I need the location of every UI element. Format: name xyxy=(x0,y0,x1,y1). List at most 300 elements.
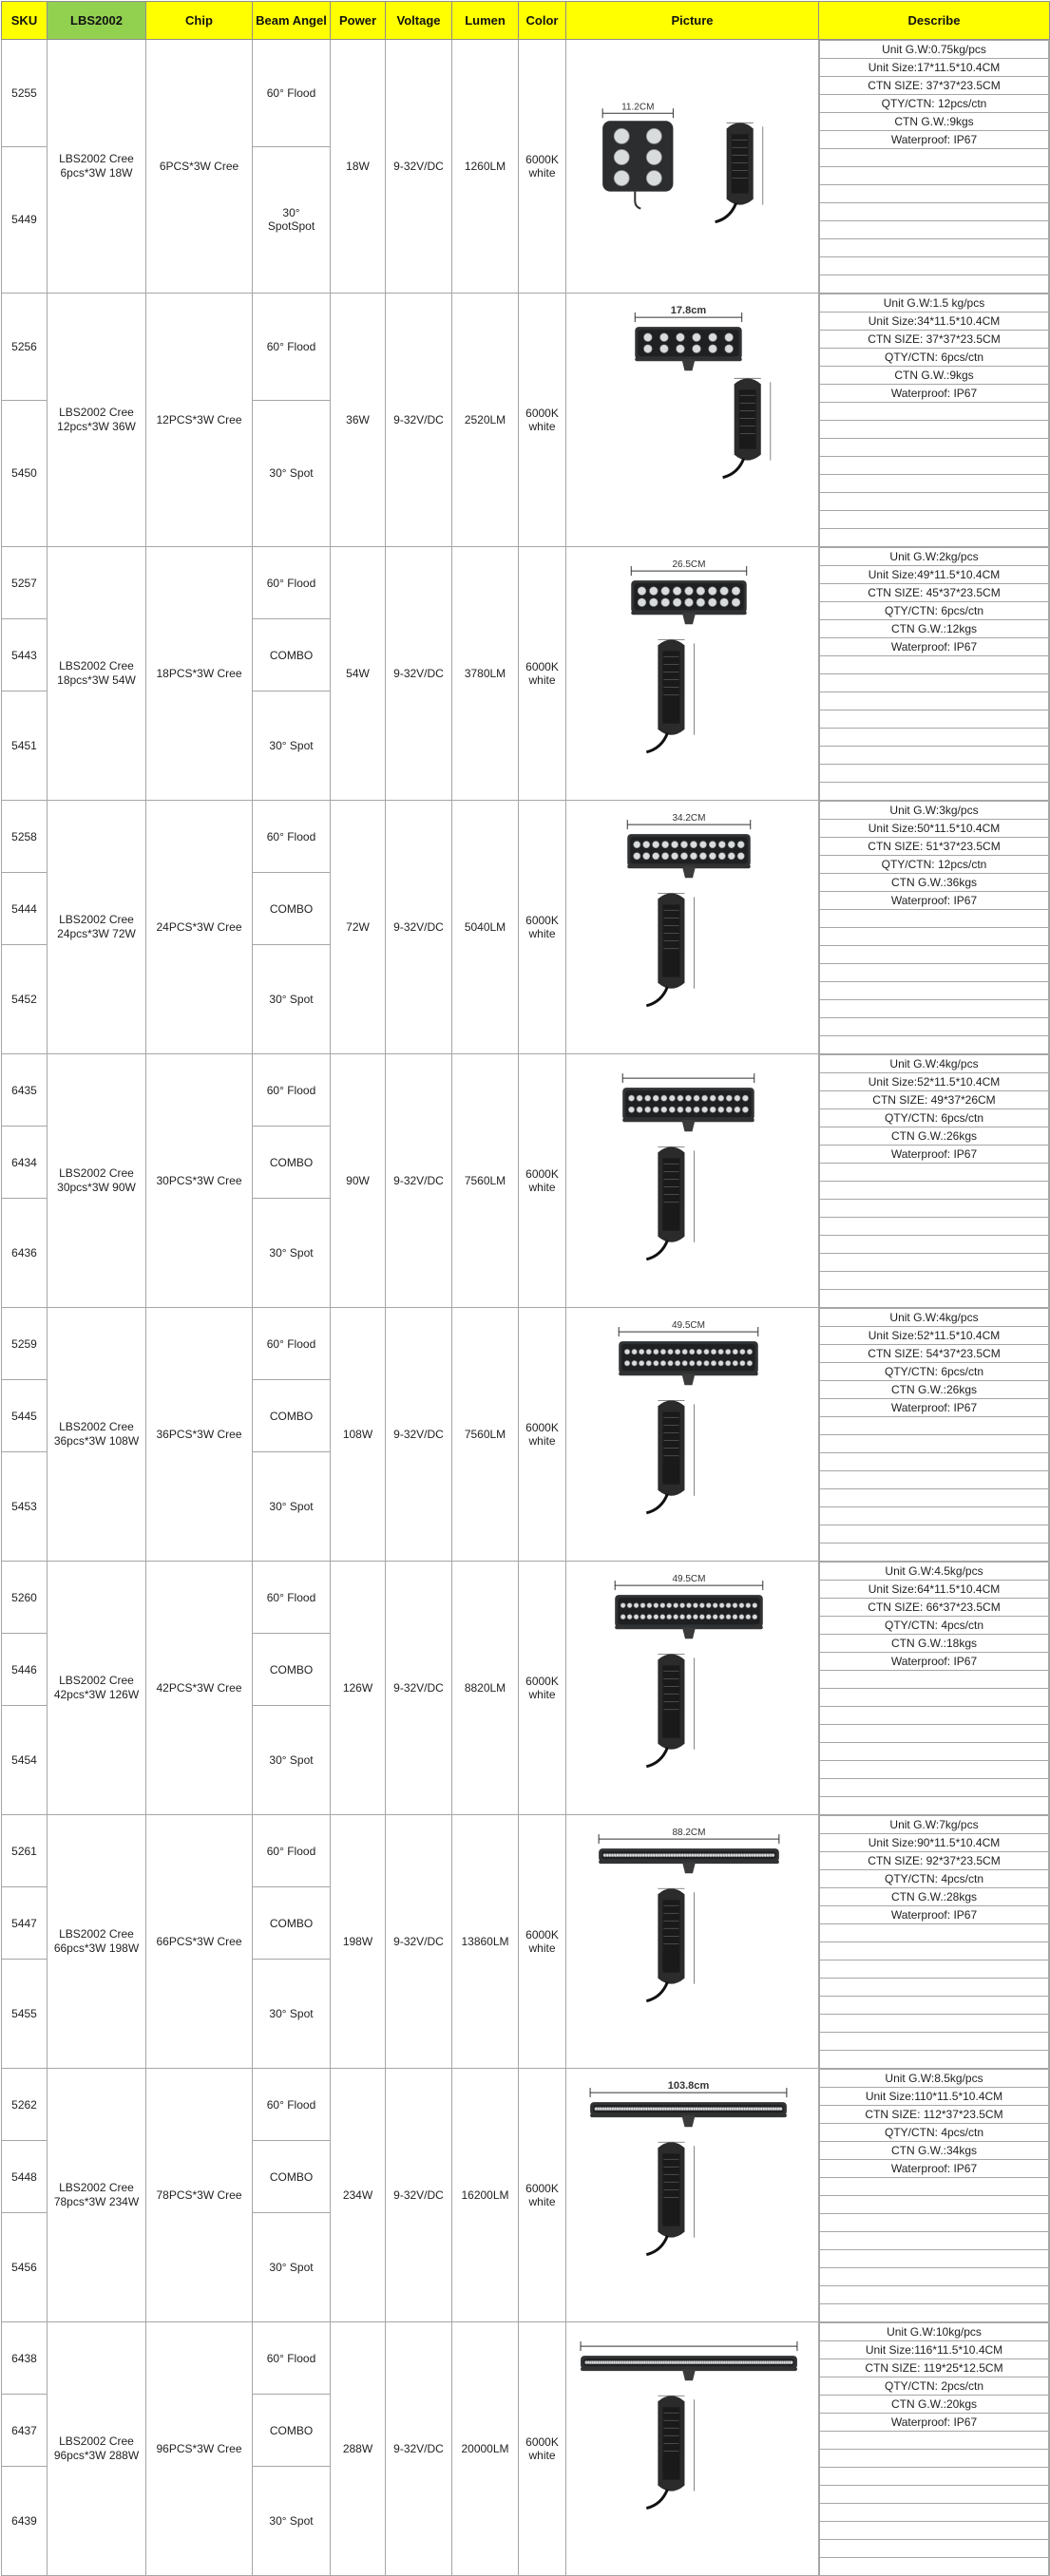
describe-line: Unit G.W:2kg/pcs xyxy=(820,548,1049,566)
describe-row xyxy=(820,257,1049,275)
led-icon xyxy=(645,1095,651,1101)
describe-row xyxy=(820,856,1049,874)
describe-row xyxy=(820,620,1049,638)
led-icon xyxy=(647,1614,652,1619)
describe-row xyxy=(820,964,1049,982)
beam-cell xyxy=(253,873,331,945)
describe-row xyxy=(820,41,1049,59)
led-icon xyxy=(686,1614,691,1619)
led-icon xyxy=(643,344,652,352)
product-photo xyxy=(566,45,818,289)
voltage-cell: 9-32V/DC xyxy=(386,1815,452,2069)
describe-row xyxy=(820,2106,1049,2124)
describe-line: Unit Size:90*11.5*10.4CM xyxy=(820,1834,1049,1852)
led-icon xyxy=(740,1360,745,1365)
beam-cell xyxy=(253,801,331,873)
led-icon xyxy=(614,149,629,164)
sku-cell: 5456 xyxy=(2,2213,48,2322)
model-cell xyxy=(48,1562,146,1815)
text-line: 36pcs*3W 108W xyxy=(53,1434,140,1448)
describe-row xyxy=(820,566,1049,584)
text-line: 6000K xyxy=(525,2182,559,2195)
describe-line: CTN G.W.:18kgs xyxy=(820,1635,1049,1653)
describe-row xyxy=(820,1146,1049,1164)
sku-cell: 6439 xyxy=(2,2467,48,2576)
describe-row xyxy=(820,1707,1049,1725)
sku-cell: 5448 xyxy=(2,2141,48,2213)
describe-row xyxy=(820,1779,1049,1797)
power-cell: 126W xyxy=(331,1562,386,1815)
table-row xyxy=(2,547,1050,619)
led-icon xyxy=(646,170,661,185)
describe-row xyxy=(820,1653,1049,1671)
describe-row xyxy=(820,1942,1049,1960)
describe-row xyxy=(820,2414,1049,2432)
describe-row xyxy=(820,2540,1049,2558)
text-line: 30° Spot xyxy=(269,466,314,481)
led-icon xyxy=(660,1602,665,1607)
describe-row xyxy=(820,1164,1049,1182)
beam-cell xyxy=(253,2467,331,2576)
describe-row xyxy=(820,1218,1049,1236)
text-line: LBS2002 Cree xyxy=(59,659,134,672)
text-line: LBS2002 Cree xyxy=(59,1420,134,1433)
sku-cell: 5445 xyxy=(2,1380,48,1452)
describe-row xyxy=(820,2504,1049,2522)
color-cell xyxy=(519,1815,566,2069)
describe-cell xyxy=(819,294,1050,547)
led-icon xyxy=(668,1349,673,1354)
led-icon xyxy=(753,1614,757,1619)
led-icon xyxy=(693,344,701,352)
describe-line: Unit G.W:4kg/pcs xyxy=(820,1055,1049,1073)
led-icon xyxy=(699,841,706,847)
led-icon xyxy=(653,852,659,859)
describe-line: Unit Size:34*11.5*10.4CM xyxy=(820,313,1049,331)
led-icon xyxy=(690,1349,695,1354)
led-icon xyxy=(669,1095,675,1101)
led-icon xyxy=(640,1602,645,1607)
describe-row xyxy=(820,59,1049,77)
describe-row xyxy=(820,548,1049,566)
led-icon xyxy=(646,128,661,143)
text-line: white xyxy=(528,166,556,180)
led-icon xyxy=(735,1107,740,1112)
color-cell xyxy=(519,1308,566,1562)
describe-row xyxy=(820,2088,1049,2106)
led-icon xyxy=(735,1095,740,1101)
describe-line xyxy=(820,1924,1049,1942)
describe-row xyxy=(820,2558,1049,2576)
describe-row xyxy=(820,982,1049,1000)
led-icon xyxy=(680,852,687,859)
describe-line: CTN SIZE: 54*37*23.5CM xyxy=(820,1345,1049,1363)
color-cell xyxy=(519,1054,566,1308)
text-line: 18pcs*3W 54W xyxy=(57,673,136,687)
picture-cell xyxy=(566,40,819,294)
led-icon xyxy=(713,1602,717,1607)
text-line: 6000K xyxy=(525,914,559,927)
header-lumen: Lumen xyxy=(452,2,519,40)
sku-cell: 6434 xyxy=(2,1127,48,1199)
text-line: 30° Spot xyxy=(269,993,314,1007)
text-line: LBS2002 Cree xyxy=(59,2434,134,2448)
led-icon xyxy=(737,841,744,847)
picture-cell xyxy=(566,1815,819,2069)
led-icon xyxy=(725,1360,730,1365)
describe-line: QTY/CTN: 4pcs/ctn xyxy=(820,2124,1049,2142)
chip-cell: 30PCS*3W Cree xyxy=(146,1054,253,1308)
led-icon xyxy=(779,2107,782,2110)
text-line: 60° Flood xyxy=(266,1083,316,1097)
describe-line xyxy=(820,1707,1049,1725)
describe-row xyxy=(820,1960,1049,1979)
sku-cell: 5449 xyxy=(2,146,48,293)
text-line: white xyxy=(528,673,556,687)
describe-line: CTN SIZE: 37*37*23.5CM xyxy=(820,77,1049,95)
describe-line: Unit Size:52*11.5*10.4CM xyxy=(820,1073,1049,1091)
describe-line xyxy=(820,149,1049,167)
chip-cell: 24PCS*3W Cree xyxy=(146,801,253,1054)
led-icon xyxy=(790,2360,792,2363)
describe-row xyxy=(820,1236,1049,1254)
describe-line: Unit Size:116*11.5*10.4CM xyxy=(820,2341,1049,2359)
describe-line xyxy=(820,2304,1049,2322)
describe-row xyxy=(820,747,1049,765)
led-icon xyxy=(699,852,706,859)
describe-line xyxy=(820,1942,1049,1960)
led-icon xyxy=(718,1349,723,1354)
sku-cell: 6435 xyxy=(2,1054,48,1127)
power-cell: 108W xyxy=(331,1308,386,1562)
light-bar-body xyxy=(602,121,673,191)
describe-line xyxy=(820,457,1049,475)
table-row xyxy=(2,1815,1050,1887)
describe-row xyxy=(820,674,1049,692)
text-line: COMBO xyxy=(269,1155,314,1169)
led-icon xyxy=(694,1107,699,1112)
describe-row xyxy=(820,1091,1049,1109)
voltage-cell: 9-32V/DC xyxy=(386,2069,452,2322)
describe-line xyxy=(820,910,1049,928)
dimension-label: 49.5CM xyxy=(672,1573,706,1584)
led-icon xyxy=(747,1349,752,1354)
describe-line xyxy=(820,2432,1049,2450)
describe-line xyxy=(820,421,1049,439)
describe-line xyxy=(820,1797,1049,1815)
led-icon xyxy=(719,1614,724,1619)
picture-cell xyxy=(566,1308,819,1562)
describe-line xyxy=(820,2033,1049,2051)
describe-row xyxy=(820,692,1049,710)
describe-line: Unit G.W:1.5 kg/pcs xyxy=(820,294,1049,313)
describe-line xyxy=(820,1200,1049,1218)
led-icon xyxy=(675,1360,679,1365)
describe-row xyxy=(820,1525,1049,1544)
text-line: 78pcs*3W 234W xyxy=(53,2195,140,2208)
describe-row xyxy=(820,1109,1049,1127)
text-line: 6000K xyxy=(525,1928,559,1941)
led-icon xyxy=(634,852,640,859)
sku-cell: 5447 xyxy=(2,1887,48,1960)
led-icon xyxy=(634,1602,639,1607)
describe-row xyxy=(820,1254,1049,1272)
describe-line xyxy=(820,1272,1049,1290)
text-line: LBS2002 Cree xyxy=(59,406,134,419)
led-icon xyxy=(739,1602,744,1607)
text-line: COMBO xyxy=(269,901,314,916)
describe-line: CTN SIZE: 45*37*23.5CM xyxy=(820,584,1049,602)
dimension-label: 103.8cm xyxy=(667,2079,710,2092)
describe-row xyxy=(820,457,1049,475)
sku-cell: 5256 xyxy=(2,294,48,401)
led-icon xyxy=(678,1095,683,1101)
led-icon xyxy=(640,1614,645,1619)
color-cell xyxy=(519,294,566,547)
picture-cell xyxy=(566,1054,819,1308)
led-icon xyxy=(661,1095,667,1101)
describe-line xyxy=(820,2250,1049,2268)
color-cell xyxy=(519,2069,566,2322)
led-icon xyxy=(706,1614,711,1619)
describe-line xyxy=(820,692,1049,710)
led-icon xyxy=(685,1095,691,1101)
describe-line: QTY/CTN: 12pcs/ctn xyxy=(820,856,1049,874)
describe-row xyxy=(820,77,1049,95)
led-icon xyxy=(742,1107,748,1112)
describe-line: QTY/CTN: 6pcs/ctn xyxy=(820,349,1049,367)
describe-row xyxy=(820,2468,1049,2486)
led-icon xyxy=(667,1614,672,1619)
describe-line: Unit Size:49*11.5*10.4CM xyxy=(820,566,1049,584)
header-chip: Chip xyxy=(146,2,253,40)
text-line: 6000K xyxy=(525,2435,559,2449)
describe-row xyxy=(820,2396,1049,2414)
describe-row xyxy=(820,1182,1049,1200)
product-photo xyxy=(566,1566,818,1810)
describe-row xyxy=(820,656,1049,674)
led-icon xyxy=(647,1602,652,1607)
describe-list xyxy=(819,1815,1049,2068)
header-picture: Picture xyxy=(566,2,819,40)
led-icon xyxy=(728,852,735,859)
sku-cell: 6438 xyxy=(2,2322,48,2395)
describe-line xyxy=(820,511,1049,529)
led-icon xyxy=(697,597,705,606)
beam-cell xyxy=(253,619,331,691)
picture-cell xyxy=(566,2069,819,2322)
describe-line: Unit G.W:0.75kg/pcs xyxy=(820,41,1049,59)
describe-row xyxy=(820,1617,1049,1635)
led-icon xyxy=(671,852,678,859)
power-cell: 54W xyxy=(331,547,386,801)
led-icon xyxy=(673,586,681,595)
describe-line xyxy=(820,275,1049,294)
beam-cell xyxy=(253,2322,331,2395)
led-icon xyxy=(661,586,670,595)
led-icon xyxy=(637,1095,642,1101)
led-icon xyxy=(677,332,685,341)
dimension-label: 17.8cm xyxy=(670,304,707,316)
text-line: 12pcs*3W 36W xyxy=(57,420,136,433)
led-icon xyxy=(682,1360,687,1365)
describe-line xyxy=(820,2468,1049,2486)
describe-line xyxy=(820,674,1049,692)
describe-line: CTN G.W.:20kgs xyxy=(820,2396,1049,2414)
chip-cell: 6PCS*3W Cree xyxy=(146,40,253,294)
describe-list xyxy=(819,1562,1049,1814)
header-row xyxy=(2,2,1050,40)
describe-list xyxy=(819,801,1049,1053)
led-icon xyxy=(653,1107,659,1112)
led-icon xyxy=(628,1095,634,1101)
describe-line xyxy=(820,2286,1049,2304)
describe-line xyxy=(820,710,1049,729)
chip-cell: 12PCS*3W Cree xyxy=(146,294,253,547)
led-icon xyxy=(646,149,661,164)
describe-row xyxy=(820,1055,1049,1073)
chip-cell: 42PCS*3W Cree xyxy=(146,1562,253,1815)
led-icon xyxy=(726,1095,732,1101)
describe-cell xyxy=(819,1054,1050,1308)
describe-row xyxy=(820,2070,1049,2088)
text-line: LBS2002 Cree xyxy=(59,1166,134,1180)
describe-line xyxy=(820,1489,1049,1507)
spec-table xyxy=(1,1,1050,2576)
describe-row xyxy=(820,294,1049,313)
describe-row xyxy=(820,1453,1049,1471)
describe-row xyxy=(820,1870,1049,1888)
sku-cell: 5454 xyxy=(2,1706,48,1815)
describe-row xyxy=(820,331,1049,349)
picture-cell xyxy=(566,294,819,547)
led-icon xyxy=(654,1360,659,1365)
describe-row xyxy=(820,2124,1049,2142)
led-icon xyxy=(753,1602,757,1607)
beam-cell xyxy=(253,1562,331,1634)
describe-row xyxy=(820,802,1049,820)
led-icon xyxy=(690,841,697,847)
describe-row xyxy=(820,1761,1049,1779)
led-icon xyxy=(704,1360,709,1365)
describe-row xyxy=(820,95,1049,113)
text-line: 30° xyxy=(282,206,300,220)
beam-cell xyxy=(253,1706,331,1815)
product-photo xyxy=(566,1313,818,1557)
text-line: 60° Flood xyxy=(266,576,316,590)
sku-cell: 5262 xyxy=(2,2069,48,2141)
describe-row xyxy=(820,892,1049,910)
describe-cell xyxy=(819,40,1050,294)
text-line: 6000K xyxy=(525,1167,559,1181)
text-line: white xyxy=(528,1434,556,1448)
text-line: 60° Flood xyxy=(266,1844,316,1858)
led-icon xyxy=(733,1360,737,1365)
describe-row xyxy=(820,1797,1049,1815)
led-icon xyxy=(747,1360,752,1365)
describe-line xyxy=(820,729,1049,747)
led-icon xyxy=(720,586,729,595)
describe-line xyxy=(820,964,1049,982)
describe-line xyxy=(820,1435,1049,1453)
describe-line: Waterproof: IP67 xyxy=(820,2414,1049,2432)
text-line: 30° Spot xyxy=(269,1753,314,1768)
led-icon xyxy=(699,1614,704,1619)
describe-line: QTY/CTN: 12pcs/ctn xyxy=(820,95,1049,113)
describe-line xyxy=(820,946,1049,964)
led-icon xyxy=(614,170,629,185)
led-icon xyxy=(718,1360,723,1365)
model-cell xyxy=(48,1815,146,2069)
text-line: 6pcs*3W 18W xyxy=(60,166,133,180)
led-icon xyxy=(686,1602,691,1607)
led-icon xyxy=(632,1360,637,1365)
describe-line xyxy=(820,257,1049,275)
led-icon xyxy=(628,1107,634,1112)
led-icon xyxy=(709,841,716,847)
describe-row xyxy=(820,1036,1049,1054)
describe-line xyxy=(820,185,1049,203)
describe-row xyxy=(820,910,1049,928)
describe-line xyxy=(820,1471,1049,1489)
describe-row xyxy=(820,529,1049,547)
beam-cell xyxy=(253,1887,331,1960)
beam-cell xyxy=(253,1308,331,1380)
beam-cell xyxy=(253,1960,331,2069)
describe-line xyxy=(820,529,1049,547)
led-icon xyxy=(662,841,669,847)
voltage-cell: 9-32V/DC xyxy=(386,40,452,294)
describe-list xyxy=(819,294,1049,546)
led-icon xyxy=(732,597,740,606)
led-icon xyxy=(674,1602,678,1607)
led-icon xyxy=(654,1602,659,1607)
led-icon xyxy=(725,1349,730,1354)
sku-cell: 5258 xyxy=(2,801,48,873)
describe-line xyxy=(820,403,1049,421)
describe-row xyxy=(820,820,1049,838)
describe-line: Unit G.W:8.5kg/pcs xyxy=(820,2070,1049,2088)
text-line: 66pcs*3W 198W xyxy=(53,1941,140,1955)
product-photo xyxy=(566,552,818,796)
describe-line xyxy=(820,221,1049,239)
picture-cell xyxy=(566,1562,819,1815)
describe-line: CTN G.W.:34kgs xyxy=(820,2142,1049,2160)
led-icon xyxy=(643,852,650,859)
sku-cell: 5255 xyxy=(2,40,48,147)
describe-row xyxy=(820,1924,1049,1942)
describe-row xyxy=(820,2214,1049,2232)
led-icon xyxy=(654,1349,659,1354)
describe-row xyxy=(820,1834,1049,1852)
table-row xyxy=(2,40,1050,147)
led-icon xyxy=(624,1360,629,1365)
describe-row xyxy=(820,493,1049,511)
describe-line xyxy=(820,1779,1049,1797)
describe-list xyxy=(819,1054,1049,1307)
describe-row xyxy=(820,710,1049,729)
beam-cell xyxy=(253,945,331,1054)
led-icon xyxy=(653,841,659,847)
describe-line: Waterproof: IP67 xyxy=(820,385,1049,403)
describe-line: Waterproof: IP67 xyxy=(820,1146,1049,1164)
describe-row xyxy=(820,185,1049,203)
describe-row xyxy=(820,2323,1049,2341)
led-icon xyxy=(650,597,659,606)
describe-row xyxy=(820,729,1049,747)
led-icon xyxy=(711,1349,716,1354)
color-cell xyxy=(519,2322,566,2576)
